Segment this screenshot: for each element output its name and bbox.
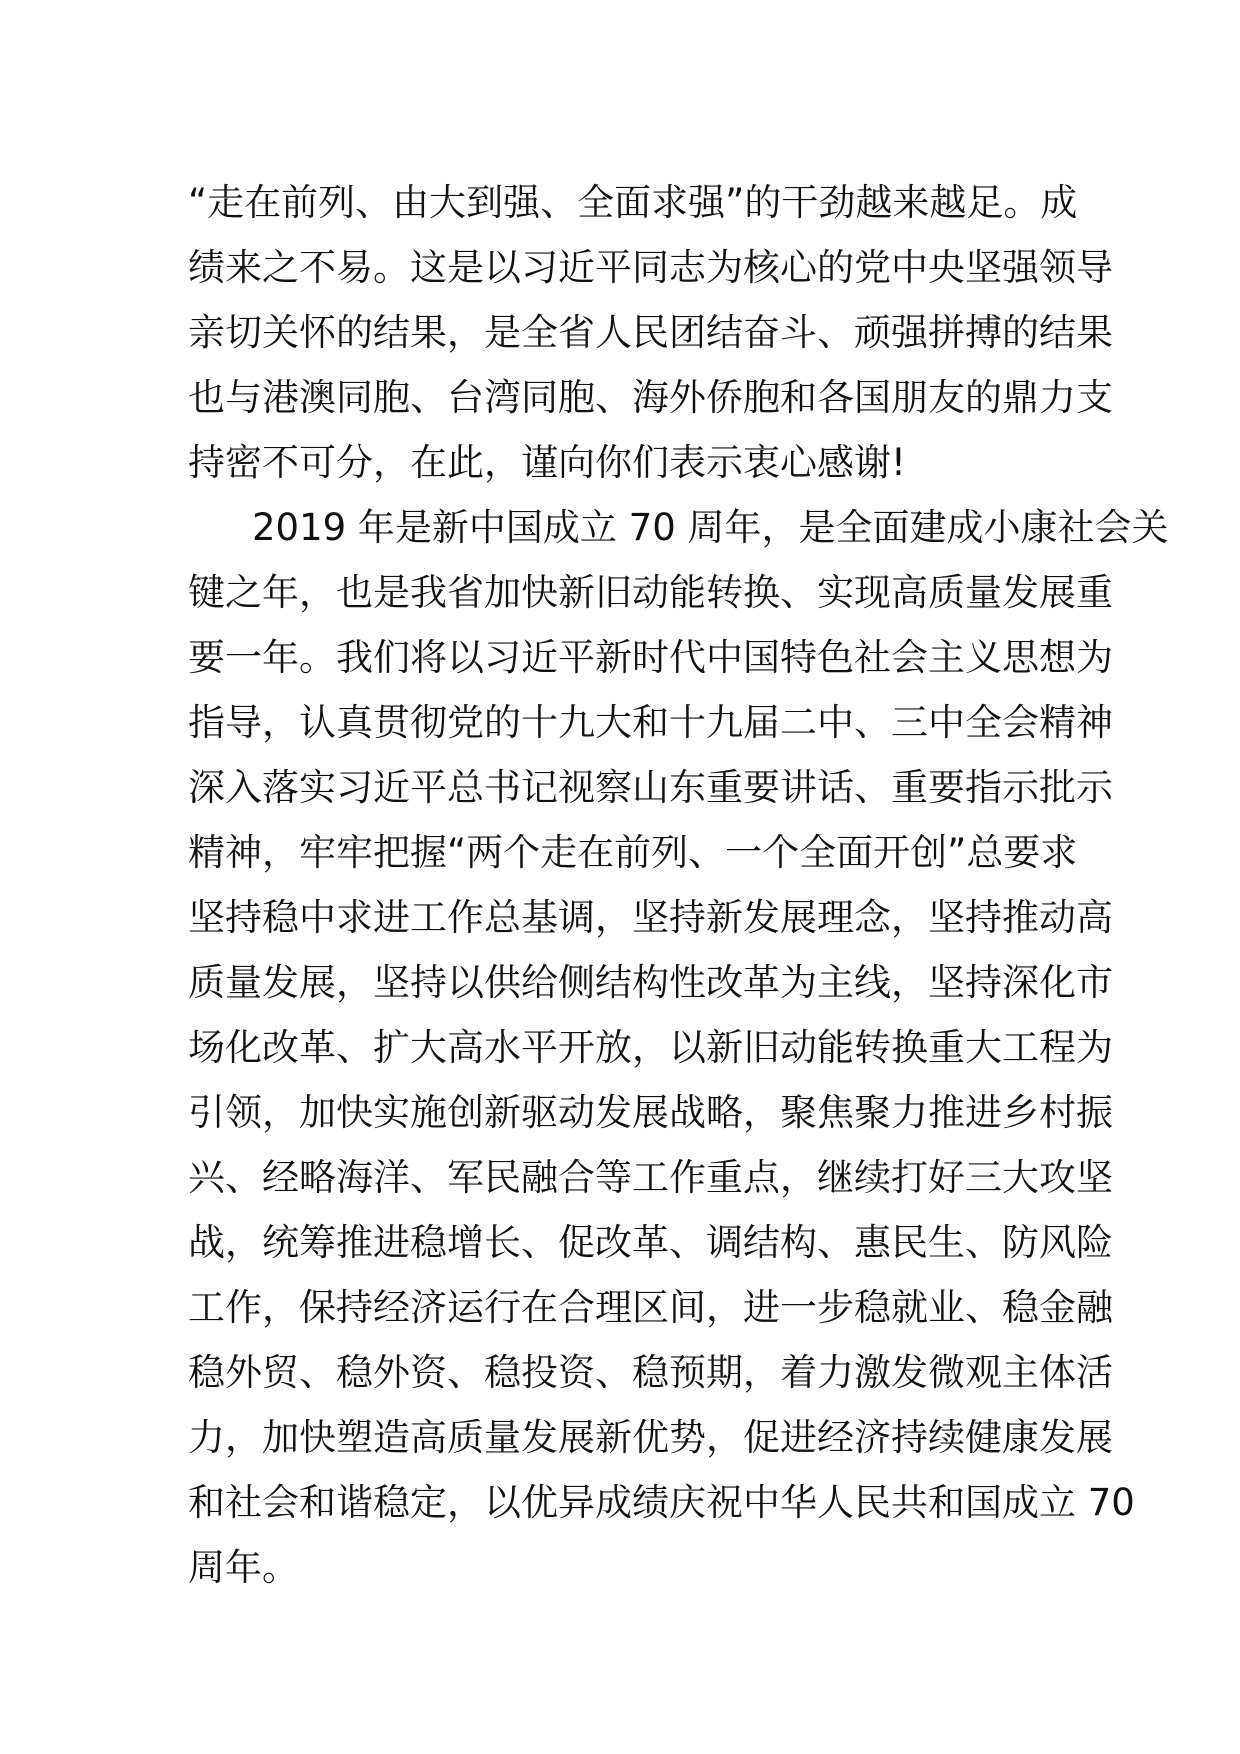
paragraph-1-line: 也与港澳同胞、台湾同胞、海外侨胞和各国朋友的鼎力支 xyxy=(188,376,1113,419)
paragraph-1-line: 亲切关怀的结果，是全省人民团结奋斗、顽强拼搏的结果 xyxy=(188,311,1113,354)
paragraph-1-line: 持密不可分，在此，谨向你们表示衷心感谢! xyxy=(188,441,906,484)
paragraph-2-line: 深入落实习近平总书记视察山东重要讲话、重要指示批示 xyxy=(188,766,1113,809)
paragraph-2-line: 键之年，也是我省加快新旧动能转换、实现高质量发展重 xyxy=(188,571,1113,614)
paragraph-2-line: 稳外贸、稳外资、稳投资、稳预期，着力激发微观主体活 xyxy=(188,1351,1113,1394)
paragraph-2-line: 兴、经略海洋、军民融合等工作重点，继续打好三大攻坚 xyxy=(188,1156,1113,1199)
paragraph-2 xyxy=(188,495,1169,1600)
paragraph-2-last-line: 周年。 xyxy=(188,1546,299,1589)
paragraph-1 xyxy=(188,170,1113,495)
paragraph-2-first-line: 2019 年是新中国成立 70 周年，是全面建成小康社会关 xyxy=(252,506,1169,549)
document-body xyxy=(188,170,1169,1600)
paragraph-2-line: 要一年。我们将以习近平新时代中国特色社会主义思想为 xyxy=(188,636,1113,679)
paragraph-2-line: 工作，保持经济运行在合理区间，进一步稳就业、稳金融 xyxy=(188,1286,1113,1329)
paragraph-1-line: 绩来之不易。这是以习近平同志为核心的党中央坚强领导 xyxy=(188,246,1113,289)
paragraph-2-line: 和社会和谐稳定，以优异成绩庆祝中华人民共和国成立 70 xyxy=(188,1481,1135,1524)
paragraph-2-line: 指导，认真贯彻党的十九大和十九届二中、三中全会精神 xyxy=(188,701,1113,744)
paragraph-2-line: 质量发展，坚持以供给侧结构性改革为主线，坚持深化市 xyxy=(188,961,1113,1004)
paragraph-2-line: 战，统筹推进稳增长、促改革、调结构、惠民生、防风险 xyxy=(188,1221,1113,1264)
paragraph-2-line: 坚持稳中求进工作总基调，坚持新发展理念，坚持推动高 xyxy=(188,896,1113,939)
paragraph-2-line: 引领，加快实施创新驱动发展战略，聚焦聚力推进乡村振 xyxy=(188,1091,1113,1134)
paragraph-1-line: “走在前列、由大到强、全面求强”的干劲越来越足。成 xyxy=(188,181,1078,224)
paragraph-2-line: 场化改革、扩大高水平开放，以新旧动能转换重大工程为 xyxy=(188,1026,1113,1069)
paragraph-2-line: 力，加快塑造高质量发展新优势，促进经济持续健康发展 xyxy=(188,1416,1113,1459)
paragraph-2-line: 精神，牢牢把握“两个走在前列、一个全面开创”总要求 xyxy=(188,831,1078,874)
